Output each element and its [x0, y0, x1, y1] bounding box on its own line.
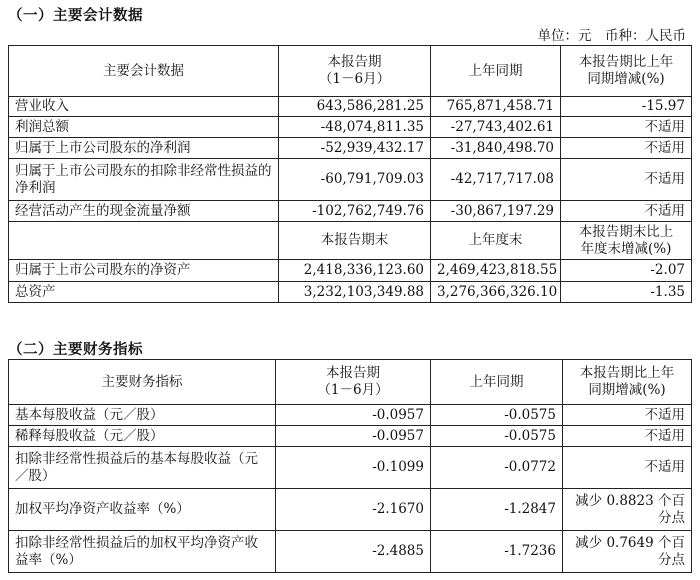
row-prior: 3,276,366,326.10 [431, 282, 561, 303]
row-change: -15.97 [561, 97, 692, 117]
row-change: 不适用 [563, 447, 692, 489]
row-prior: -0.0772 [431, 447, 563, 489]
subheader-col4-line2: 年度末增减(%) [580, 240, 672, 257]
row-label: 总资产 [9, 282, 279, 303]
subheader-col4-line1: 本报告期末比上 [578, 223, 674, 240]
header-col4-line2: 同期增减(%) [588, 382, 666, 398]
row-label: 利润总额 [9, 117, 279, 138]
row-label: 营业收入 [9, 97, 279, 117]
header-col2 [276, 360, 431, 405]
row-prior: -0.0575 [431, 405, 563, 426]
row-current: -2.1670 [276, 489, 431, 531]
unit-currency-line: 单位：元 币种：人民币 [537, 28, 686, 44]
financial-indicators-table [8, 359, 692, 573]
section2-title: （二）主要财务指标 [8, 341, 143, 358]
accounting-data-table [8, 45, 692, 303]
row-current: -48,074,811.35 [279, 117, 431, 138]
row-prior: -1.2847 [431, 489, 563, 531]
header-col4-line2: 同期增减(%) [587, 71, 665, 87]
row-current: 3,232,103,349.88 [279, 282, 431, 303]
row-change: 不适用 [561, 159, 692, 201]
row-prior: -0.0575 [431, 426, 563, 447]
row-label: 归属于上市公司股东的净利润 [9, 138, 279, 159]
header-col4-line1: 本报告期比上年 [578, 54, 674, 70]
table-row [9, 97, 692, 117]
row-prior: -31,840,498.70 [431, 138, 561, 159]
table-subheader-row [9, 222, 692, 260]
row-current: -52,939,432.17 [279, 138, 431, 159]
row-change: 不适用 [563, 426, 692, 447]
subheader-col4 [561, 222, 692, 260]
table-row [9, 447, 692, 489]
subheader-col3: 上年度末 [431, 222, 561, 260]
row-change: 不适用 [561, 201, 692, 222]
header-col1: 主要财务指标 [9, 360, 276, 405]
row-label: 归属于上市公司股东的净资产 [9, 260, 279, 282]
table-row [9, 159, 692, 201]
row-label: 扣除非经常性损益后的基本每股收益（元／股） [9, 447, 276, 489]
row-label: 扣除非经常性损益后的加权平均净资产收益率（%） [9, 531, 276, 573]
table-row [9, 117, 692, 138]
row-change: -1.35 [561, 282, 692, 303]
header-col2 [279, 46, 431, 97]
row-change: 不适用 [563, 405, 692, 426]
subheader-col2: 本报告期末 [279, 222, 431, 260]
table-row [9, 405, 692, 426]
table-row [9, 489, 692, 531]
table-row [9, 201, 692, 222]
subheader-col1 [9, 222, 279, 260]
row-prior: 2,469,423,818.55 [431, 260, 561, 282]
header-col3: 上年同期 [431, 360, 563, 405]
row-current: -0.0957 [276, 405, 431, 426]
row-label: 经营活动产生的现金流量净额 [9, 201, 279, 222]
row-label: 归属于上市公司股东的扣除非经常性损益的净利润 [9, 159, 279, 201]
row-prior: -30,867,197.29 [431, 201, 561, 222]
header-col2-line2: （1－6月） [317, 382, 389, 398]
header-col4-line1: 本报告期比上年 [579, 365, 675, 381]
row-current: -0.0957 [276, 426, 431, 447]
row-label: 基本每股收益（元／股） [9, 405, 276, 426]
header-col2-line1: 本报告期 [326, 365, 380, 381]
table-row [9, 282, 692, 303]
row-change: 不适用 [561, 138, 692, 159]
table-header-row [9, 46, 692, 97]
table-row [9, 531, 692, 573]
row-prior: -27,743,402.61 [431, 117, 561, 138]
header-col4 [561, 46, 692, 97]
row-current: -60,791,709.03 [279, 159, 431, 201]
row-prior: -1.7236 [431, 531, 563, 573]
row-prior: -42,717,717.08 [431, 159, 561, 201]
row-current: -2.4885 [276, 531, 431, 573]
header-col4 [563, 360, 692, 405]
row-change: 不适用 [561, 117, 692, 138]
table-row [9, 260, 692, 282]
header-col2-line1: 本报告期 [327, 54, 382, 70]
section1-title: （一）主要会计数据 [8, 7, 143, 24]
table-row [9, 138, 692, 159]
header-col2-line2: （1－6月） [318, 71, 391, 87]
row-label: 加权平均净资产收益率（%） [9, 489, 276, 531]
header-col3: 上年同期 [431, 46, 561, 97]
table-row [9, 426, 692, 447]
row-prior: 765,871,458.71 [431, 97, 561, 117]
row-current: -0.1099 [276, 447, 431, 489]
row-label: 稀释每股收益（元／股） [9, 426, 276, 447]
row-current: 643,586,281.25 [279, 97, 431, 117]
row-change: 减少 0.7649 个百分点 [563, 531, 692, 573]
header-col1: 主要会计数据 [9, 46, 279, 97]
row-current: 2,418,336,123.60 [279, 260, 431, 282]
row-change: -2.07 [561, 260, 692, 282]
table-header-row [9, 360, 692, 405]
row-current: -102,762,749.76 [279, 201, 431, 222]
row-change: 减少 0.8823 个百分点 [563, 489, 692, 531]
